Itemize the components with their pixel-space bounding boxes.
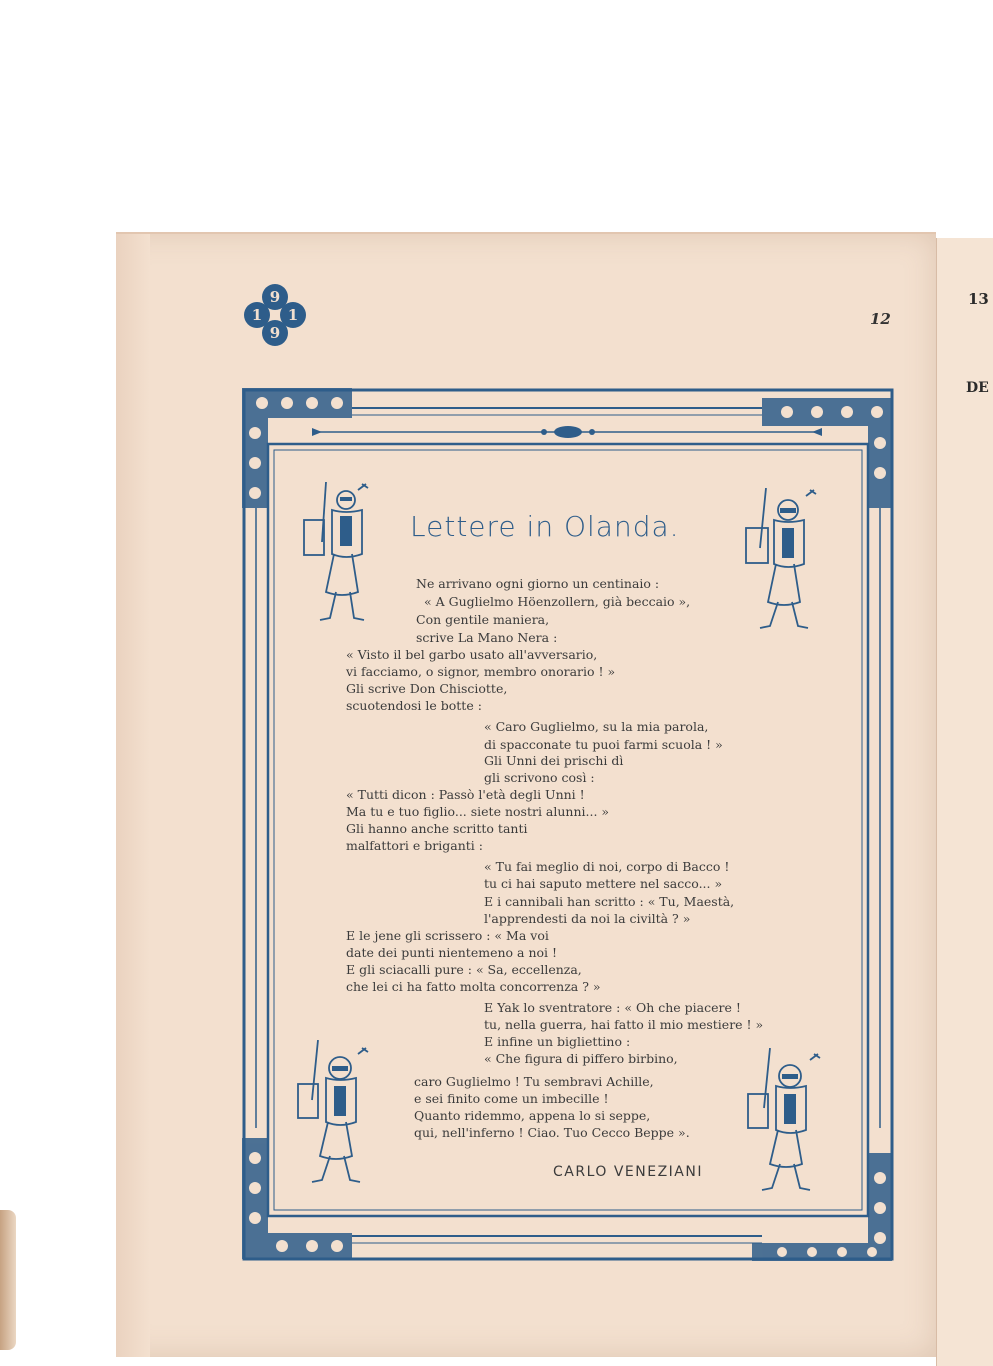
poem-line: malfattori e briganti : <box>346 838 483 853</box>
poem-line: « Tu fai meglio di noi, corpo di Bacco ! <box>484 859 730 874</box>
poem-line: Gli scrive Don Chisciotte, <box>346 681 508 696</box>
poem-line: E Yak lo sventratore : « Oh che piacere ! <box>484 1000 741 1015</box>
poem-line: Ne arrivano ogni giorno un centinaio : <box>416 576 660 591</box>
page-number: 12 <box>870 310 891 328</box>
author-signature: CARLO VENEZIANI <box>553 1164 703 1180</box>
adjacent-page-number: 13 <box>968 290 989 308</box>
logo-digit-left: 1 <box>251 306 263 324</box>
poem-title: Lettere in Olanda. <box>410 510 680 543</box>
poem-line: E i cannibali han scritto : « Tu, Maestà, <box>484 894 735 909</box>
poem-line: l'apprendesti da noi la civiltà ? » <box>484 911 691 926</box>
poem-line: « Tutti dicon : Passò l'età degli Unni ! <box>346 787 585 802</box>
poem-line: Quanto ridemmo, appena lo si seppe, <box>414 1108 651 1123</box>
poem-line: scrive La Mano Nera : <box>416 630 558 645</box>
poem-line: gli scrivono così : <box>484 770 595 785</box>
poem-line: Gli hanno anche scritto tanti <box>346 821 528 836</box>
poem-line: vi facciamo, o signor, membro onorario ! » <box>346 664 616 679</box>
poem-line: che lei ci ha fatto molta concorrenza ? » <box>346 979 601 994</box>
poem-line: date dei punti nientemeno a noi ! <box>346 945 558 960</box>
poem-line: Ma tu e tuo figlio... siete nostri alunni... » <box>346 804 610 819</box>
poem-line: E infine un bigliettino : <box>484 1034 631 1049</box>
logo-digit-top: 9 <box>269 288 281 306</box>
poem-line: E gli sciacalli pure : « Sa, eccellenza, <box>346 962 582 977</box>
poem-line: « Che figura di piffero birbino, <box>484 1051 678 1066</box>
poem-line: e sei finito come un imbecille ! <box>414 1091 609 1106</box>
poem-line: tu ci hai saputo mettere nel sacco... » <box>484 876 723 891</box>
poem-line: « Caro Guglielmo, su la mia parola, <box>484 719 709 734</box>
poem-line: qui, nell'inferno ! Ciao. Tuo Cecco Beppe ». <box>414 1125 690 1140</box>
poem-line: caro Guglielmo ! Tu sembravi Achille, <box>414 1074 654 1089</box>
poem-line: tu, nella guerra, hai fatto il mio mestiere ! » <box>484 1017 764 1032</box>
adjacent-page-fragment: DE <box>966 380 989 396</box>
poem-line: Gli Unni dei prischi dì <box>484 753 624 768</box>
poem-line: scuotendosi le botte : <box>346 698 482 713</box>
poem-line: « Visto il bel garbo usato all'avversario, <box>346 647 598 662</box>
logo-digit-bottom: 9 <box>269 324 281 342</box>
poem-line: E le jene gli scrissero : « Ma voi <box>346 928 549 943</box>
poem-line: Con gentile maniera, <box>416 612 550 627</box>
logo-digit-right: 1 <box>287 306 299 324</box>
poem-line: « A Guglielmo Höenzollern, già beccaio », <box>424 594 691 609</box>
poem-line: di spacconate tu puoi farmi scuola ! » <box>484 737 723 752</box>
